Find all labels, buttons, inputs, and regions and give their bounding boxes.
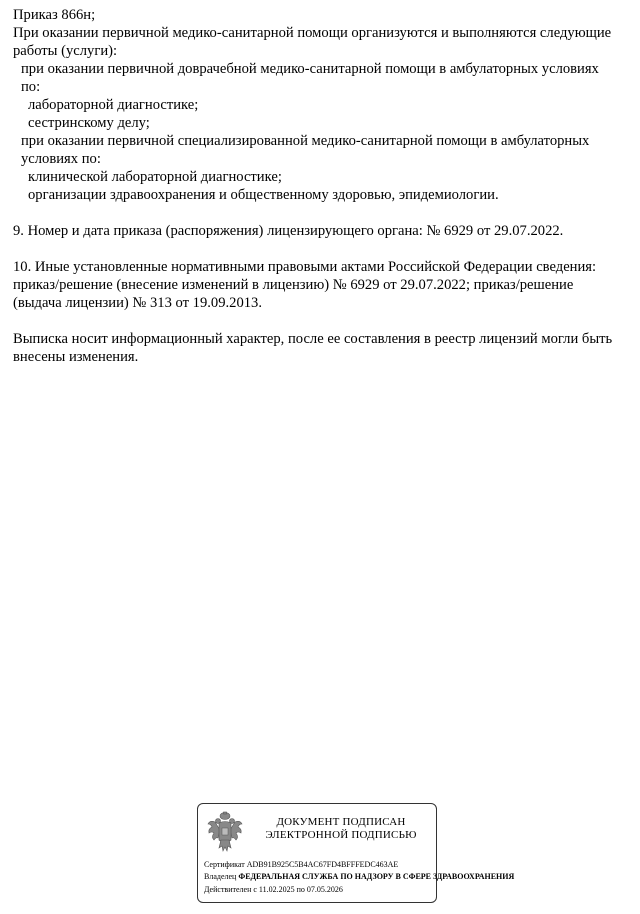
stamp-title-line: ДОКУМЕНТ ПОДПИСАН (276, 816, 406, 828)
pre-medical-item: сестринскому делу; (28, 115, 150, 131)
owner-line (204, 872, 514, 882)
stamp-title-line: ЭЛЕКТРОННОЙ ПОДПИСЬЮ (265, 829, 417, 841)
disclaimer: Выписка носит информационный характер, после ее составления в реестр лицензий могли быть внесены изменения. (13, 331, 613, 365)
specialized-intro: при оказании первичной специализированной медико-санитарной помощи в амбулаторных условиях по: (21, 133, 590, 167)
validity-line: Действителен с 11.02.2025 по 07.05.2026 (204, 885, 343, 894)
certificate-value: ADB91B925C5B4AC67FD4BFFFEDC463AE (246, 860, 399, 869)
pre-medical-item: лабораторной диагностике; (28, 97, 199, 113)
owner-label: Владелец (204, 872, 237, 881)
certificate-line (204, 860, 398, 870)
e-signature-stamp (197, 803, 515, 903)
double-headed-eagle-emblem-icon (206, 810, 244, 856)
order-line: Приказ 866н; (13, 7, 96, 23)
document-body (13, 6, 635, 366)
owner-value: ФЕДЕРАЛЬНАЯ СЛУЖБА ПО НАДЗОРУ В СФЕРЕ ЗДРАВООХРАНЕНИЯ (238, 872, 515, 881)
item-9: 9. Номер и дата приказа (распоряжения) лицензирующего органа: № 6929 от 29.07.2022. (13, 223, 564, 239)
specialized-item: клинической лабораторной диагностике; (28, 169, 282, 185)
stamp-title (248, 816, 434, 842)
pre-medical-intro: при оказании первичной доврачебной медико-санитарной помощи в амбулаторных условиях по: (21, 61, 599, 95)
certificate-label: Сертификат (204, 860, 245, 869)
item-10: 10. Иные установленные нормативными правовыми актами Российской Федерации сведения: приказ/решение (внесение изменений в лицензию) № 6929 от 29.07.2022; приказ/решение (выдача лицензии) № 313 от 19.09.2013. (13, 259, 597, 311)
specialized-item: организации здравоохранения и общественному здоровью, эпидемиологии. (28, 187, 499, 203)
works-paragraph: При оказании первичной медико-санитарной помощи организуются и выполняются следующие работы (услуги): (13, 25, 612, 59)
